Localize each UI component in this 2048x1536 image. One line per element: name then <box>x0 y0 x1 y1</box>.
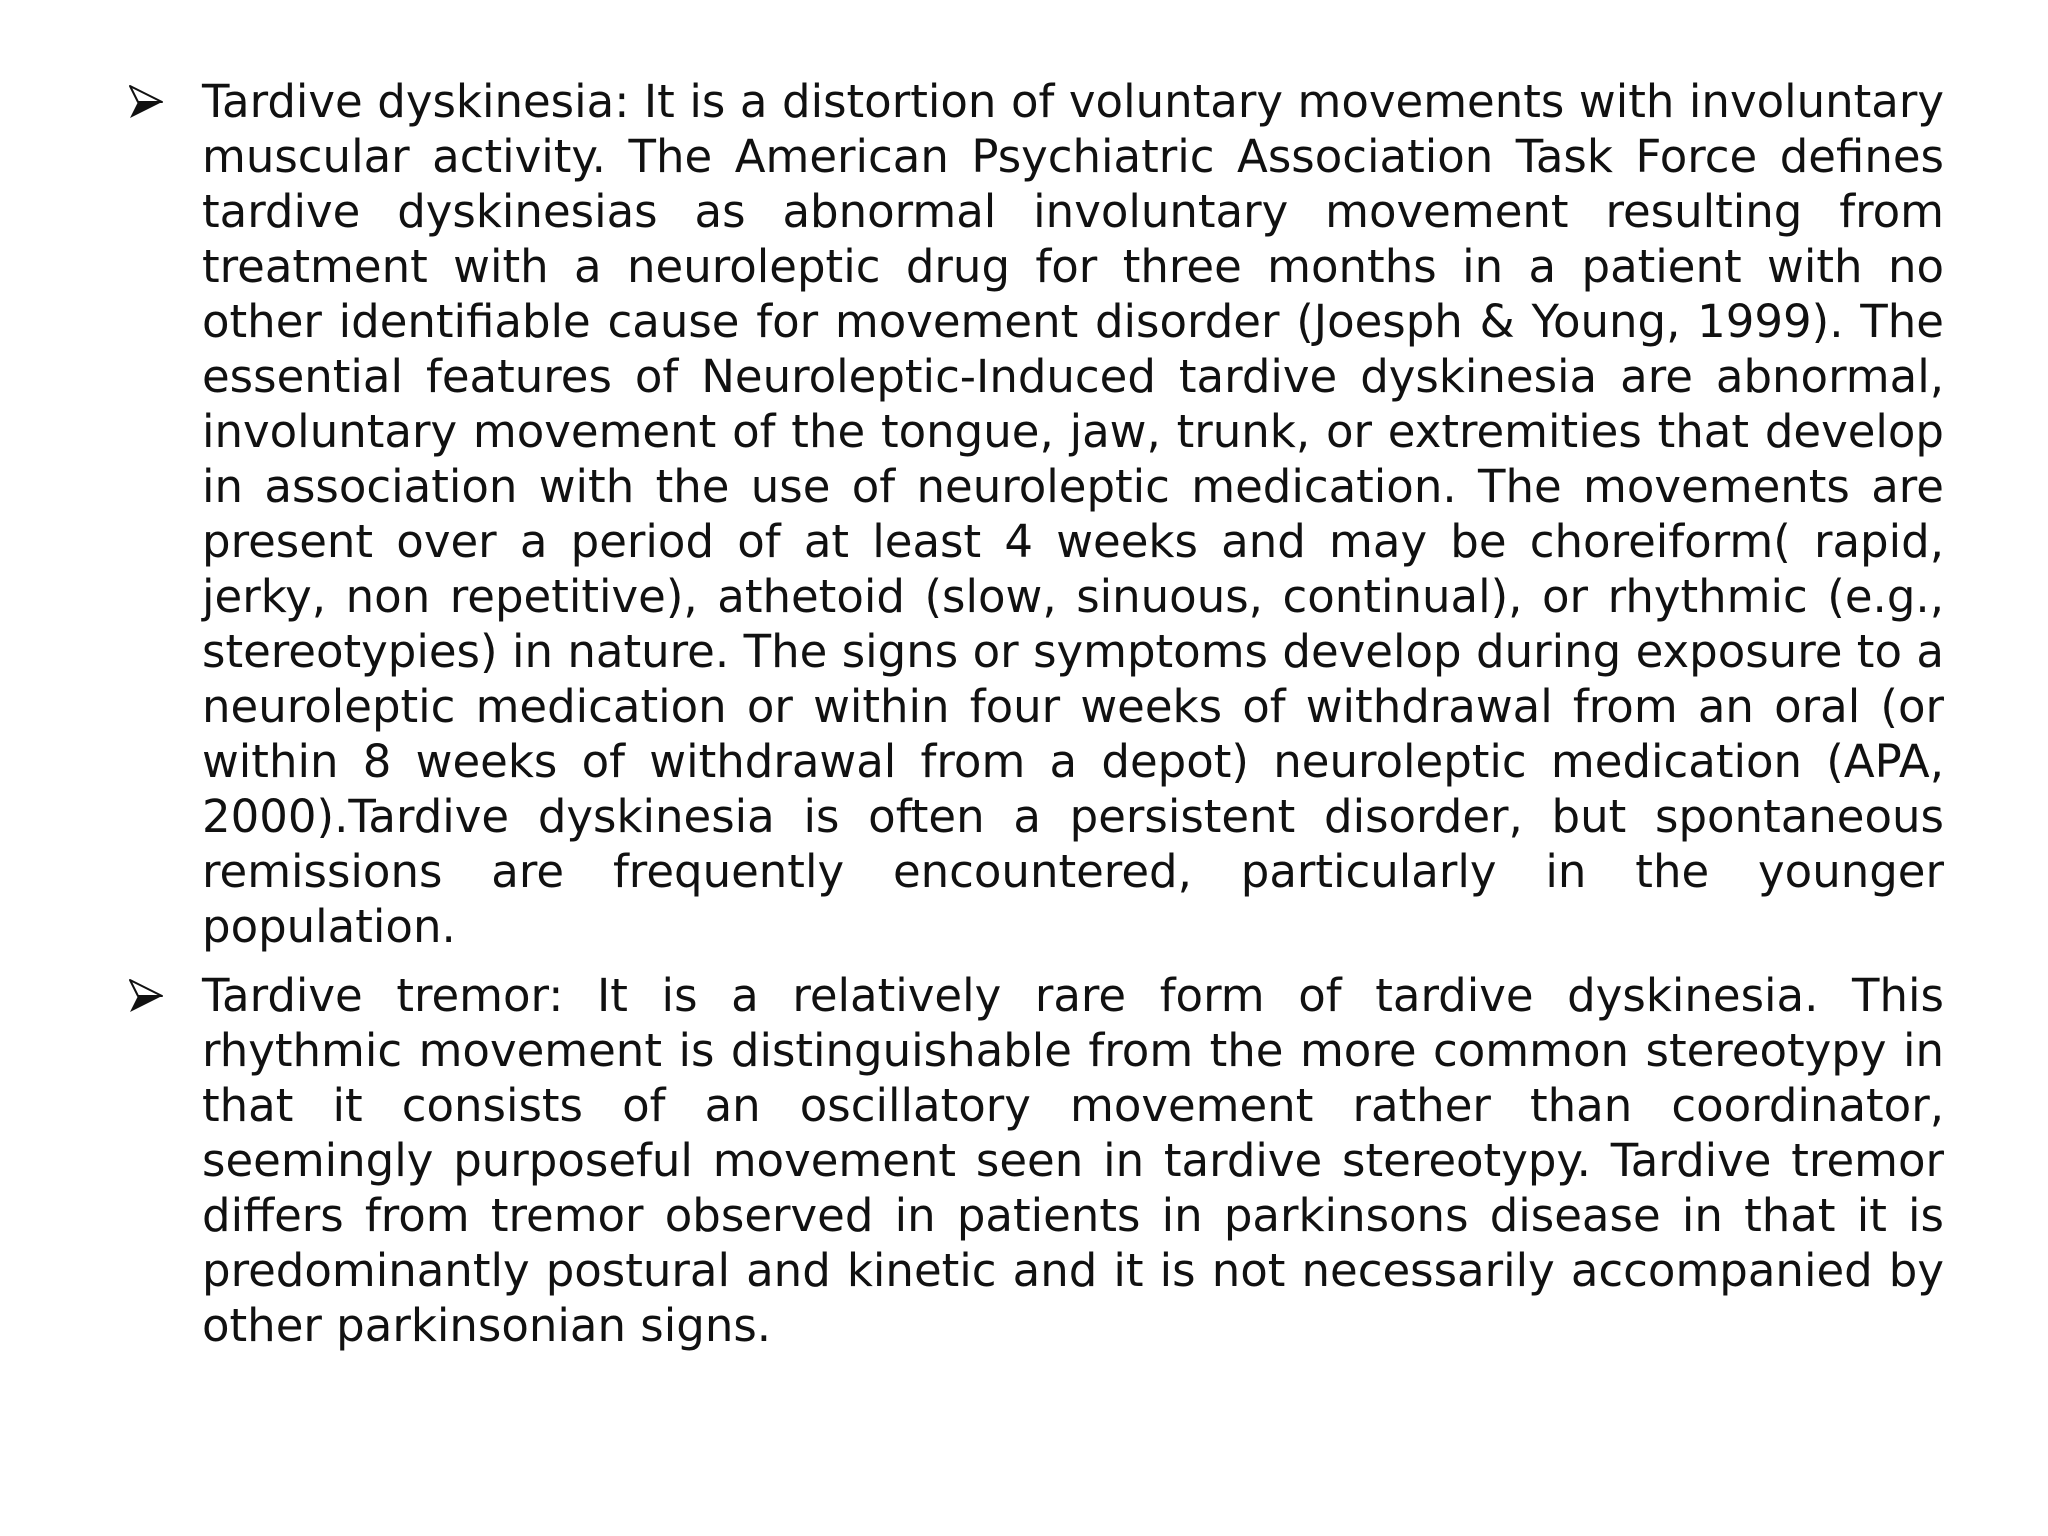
arrow-bullet-icon <box>128 84 164 120</box>
bullet-list <box>128 74 1944 1367</box>
arrow-bullet-icon <box>128 978 164 1014</box>
bullet-text: Tardive dyskinesia: It is a distortion of voluntary movements with involuntary muscular activity. The American Psychiatric Association Task Force defines tardive dyskinesias as abnormal involuntary movement resulting from treatment with a neuroleptic drug for three months in a patient with no other identifiable cause for movement disorder (Joesph & Young, 1999). The essential features of Neuroleptic-Induced tardive dyskinesia are abnormal, involuntary movement of the tongue, jaw, trunk, or extremities that develop in association with the use of neuroleptic medication. The movements are present over a period of at least 4 weeks and may be choreiform( rapid, jerky, non repetitive), athetoid (slow, sinuous, continual), or rhythmic (e.g., stereotypies) in nature. The signs or symptoms develop during exposure to a neuroleptic medication or within four weeks of withdrawal from an oral (or within 8 weeks of withdrawal from a depot) neuroleptic medication (APA, 2000).Tardive dyskinesia is often a persistent disorder, but spontaneous remissions are frequently encountered, particularly in the younger population. <box>202 75 1944 953</box>
bullet-item-tardive-tremor <box>128 968 1944 1353</box>
bullet-text: Tardive tremor: It is a relatively rare form of tardive dyskinesia. This rhythmic movement is distinguishable from the more common stereotypy in that it consists of an oscillatory movement rather than coordinator, seemingly purposeful movement seen in tardive stereotypy. Tardive tremor differs from tremor observed in patients in parkinsons disease in that it is predominantly postural and kinetic and it is not necessarily accompanied by other parkinsonian signs. <box>202 969 1944 1352</box>
bullet-item-tardive-dyskinesia <box>128 74 1944 954</box>
